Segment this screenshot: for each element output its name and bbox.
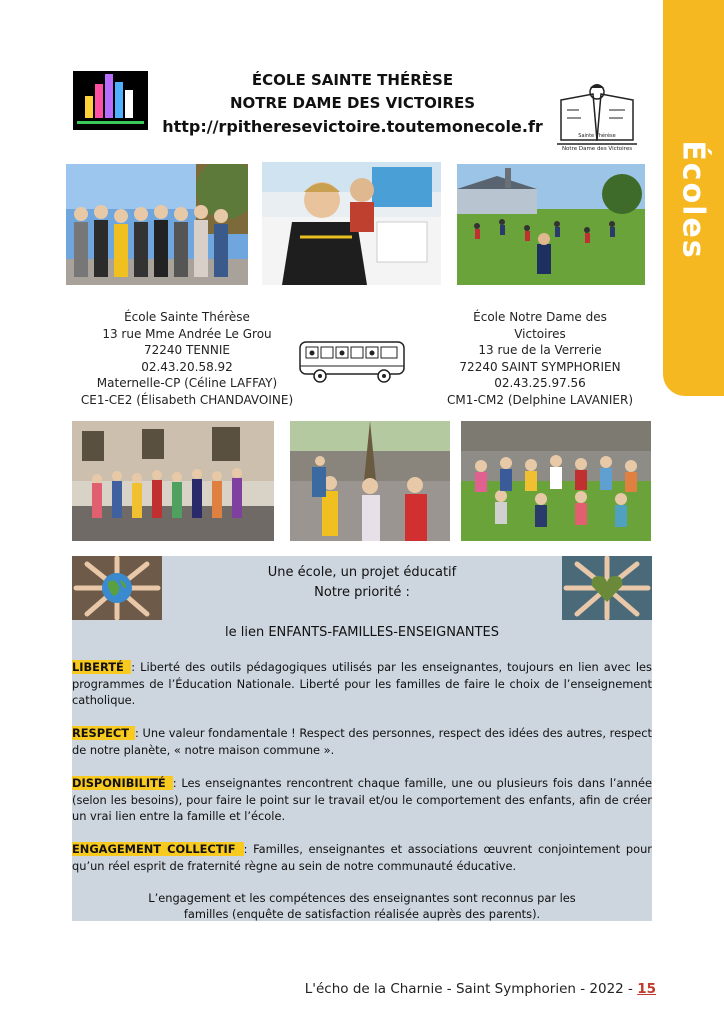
school-title-line1: ÉCOLE SAINTE THÉRÈSE	[251, 71, 454, 89]
photo-children-heart-circle	[461, 421, 651, 541]
page-footer	[240, 981, 656, 997]
address-class: CM1-CM2 (Delphine LAVANIER)	[446, 392, 634, 407]
closing-statement: L’engagement et les compétences des enseignantes sont reconnus par les familles (enquête de satisfaction réalisée auprès des parents).	[148, 891, 576, 921]
address-street: 13 rue Mme Andrée Le Grou	[102, 326, 272, 341]
school-logo-left	[73, 71, 148, 130]
address-notre-dame	[430, 309, 650, 408]
value-paragraph-respect	[72, 725, 652, 758]
educational-project-box	[72, 556, 652, 921]
svg-text:Notre Dame des Victoires: Notre Dame des Victoires	[561, 146, 633, 152]
value-paragraph-liberte	[72, 659, 652, 709]
project-link-heading: le lien ENFANTS-FAMILLES-ENSEIGNANTES	[225, 625, 499, 640]
value-label: RESPECT	[72, 726, 134, 740]
value-paragraph-engagement	[72, 841, 652, 874]
value-text: : Familles, enseignantes et associations œuvrent conjointement pour qu’un réel esprit de fraternité règne au sein de notre communauté éducative.	[72, 842, 652, 873]
value-text: : Liberté des outils pédagogiques utilisés par les enseignantes, toujours en lien avec les programmes de l’Éducation Nationale. Liberté pour les familles de faire le choix de l’enseignement catholique.	[72, 660, 652, 707]
school-logo-right	[553, 80, 641, 152]
address-city: 72240 SAINT SYMPHORIEN	[459, 359, 621, 374]
address-class: Maternelle-CP (Céline LAFFAY)	[96, 376, 278, 390]
address-name: École Notre Dame des	[473, 310, 607, 324]
address-phone: 02.43.25.97.56	[494, 376, 586, 390]
value-label: DISPONIBILITÉ	[72, 776, 171, 790]
address-street: 13 rue de la Verrerie	[478, 343, 602, 357]
value-text: : Les enseignantes rencontrent chaque famille, une ou plusieurs fois dans l’année (selon les besoins), pour faire le point sur le travail et/ou le comportement des enfants, afin de créer un vrai lien entre la famille et l’école.	[72, 776, 652, 823]
photo-children-classroom	[262, 162, 441, 285]
project-title: Une école, un projet éducatif	[267, 565, 457, 580]
address-city: 72240 TENNIE	[144, 343, 230, 357]
section-tab	[663, 0, 724, 396]
svg-text:Sainte Thérèse: Sainte Thérèse	[578, 133, 616, 139]
school-website-link[interactable]: http://rpitheresevictoire.toutemonecole.fr	[162, 117, 543, 136]
photo-children-courtyard	[72, 421, 274, 541]
page-number: 15	[637, 981, 656, 997]
footer-text: L'écho de la Charnie - Saint Symphorien - 2022 -	[304, 981, 638, 997]
value-label: ENGAGEMENT COLLECTIF	[72, 842, 242, 856]
photo-children-tree	[290, 421, 450, 541]
project-priority: Notre priorité :	[314, 585, 410, 600]
address-name: École Sainte Thérèse	[124, 310, 250, 324]
photo-children-outdoors	[66, 164, 248, 285]
value-text: : Une valeur fondamentale ! Respect des personnes, respect des idées des autres, respect de notre planète, « notre maison commune ».	[72, 726, 652, 757]
school-bus-drawing	[296, 336, 408, 386]
value-label: LIBERTÉ	[72, 660, 130, 674]
school-title-line2: NOTRE DAME DES VICTOIRES	[229, 94, 476, 112]
photo-children-playing-field	[457, 164, 645, 285]
address-phone: 02.43.20.58.92	[141, 359, 233, 374]
section-tab-label: Écoles	[675, 140, 711, 260]
address-sainte-therese	[72, 309, 302, 408]
address-name: Victoires	[514, 326, 566, 341]
value-paragraph-disponibilite	[72, 775, 652, 825]
address-class: CE1-CE2 (Élisabeth CHANDAVOINE)	[80, 392, 294, 407]
